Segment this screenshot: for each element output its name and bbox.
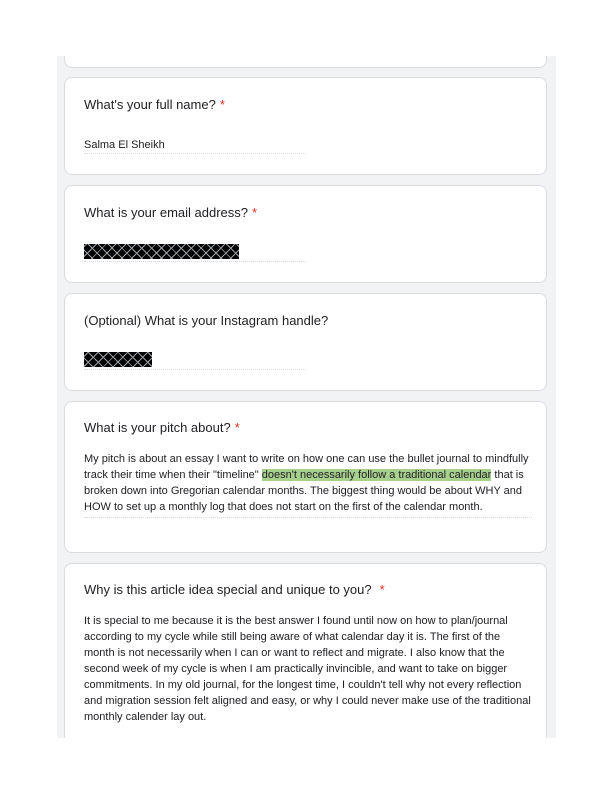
question-title-text: What is your email address? — [84, 205, 249, 220]
question-title — [84, 97, 225, 113]
pitch-answer-textarea[interactable] — [84, 451, 532, 518]
question-title-text: What's your full name? — [84, 97, 216, 112]
question-title — [84, 205, 257, 221]
highlighted-text: doesn't necessarily follow a traditional calendar — [261, 469, 492, 481]
question-title — [84, 313, 328, 329]
full-name-question-card — [64, 77, 547, 175]
question-title-text: What is your pitch about? — [84, 420, 231, 435]
previous-question-card — [64, 56, 547, 68]
form-background — [57, 56, 556, 738]
instagram-input-redacted[interactable] — [84, 352, 152, 367]
answer-underline — [84, 153, 306, 154]
required-asterisk: * — [219, 97, 225, 112]
special-answer-textarea[interactable]: It is special to me because it is the best answer I found until now on how to plan/journal according to my cycle while still being aware of what calendar day it is. The first of the month is not necessarily when I can or want to reflect and migrate. I also know that the second week of my cycle is when I am practically invincible, and want to take on bigger commitments. In my old journal, for the longest time, I couldn't tell why not every reflection and migration session felt aligned and easy, or why I could never make use of the traditional monthly calender lay out. — [84, 615, 531, 723]
question-title — [84, 582, 385, 598]
required-asterisk: * — [234, 420, 240, 435]
special-question-card — [64, 563, 547, 738]
question-title-text: Why is this article idea special and unique to you? — [84, 582, 372, 597]
instagram-question-card — [64, 293, 547, 391]
question-title-text: (Optional) What is your Instagram handle? — [84, 313, 329, 328]
question-title — [84, 420, 240, 436]
answer-underline — [84, 369, 306, 370]
email-question-card — [64, 185, 547, 283]
pitch-answer-text: My pitch is about an essay I want to write on how one can use the bullet journal to mindfully track their time when their "timeline" — [84, 453, 529, 481]
required-asterisk: * — [379, 582, 385, 597]
full-name-input[interactable]: Salma El Sheikh — [84, 139, 165, 151]
required-asterisk: * — [252, 205, 258, 220]
answer-underline — [84, 261, 306, 262]
pitch-question-card — [64, 401, 547, 553]
pitch-answer-text-continued: that is broken down into Gregorian calendar months. The biggest thing would be about WHY and HOW to set up a monthly log that does not start on the first of the calendar month. — [84, 469, 524, 513]
email-input-redacted[interactable] — [84, 244, 239, 259]
